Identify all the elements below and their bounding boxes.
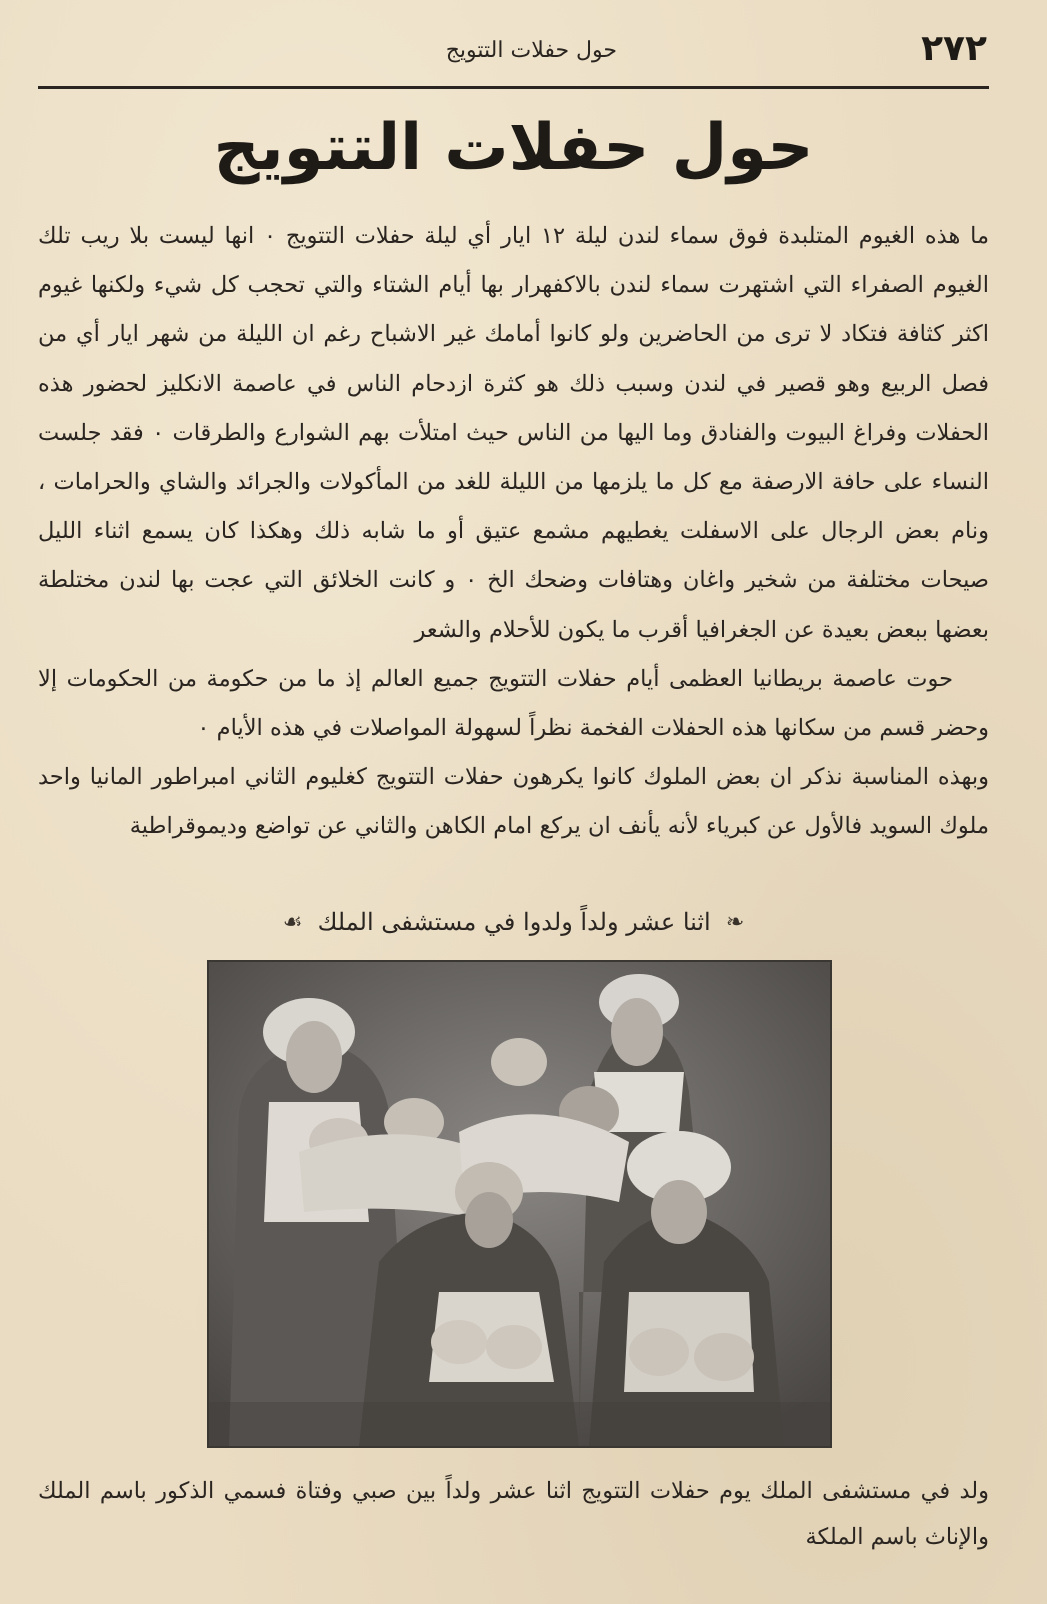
nurses-with-babies-photo [207, 960, 832, 1448]
paragraph: حوت عاصمة بريطانيا العظمى أيام حفلات التتويج جميع العالم إذ ما من حكومة من الحكومات إلا وحضر قسم من سكانها هذه الحفلات الفخمة نظراً لسهولة المواصلات في هذه الأيام ٠ [38, 665, 989, 742]
figure-caption-title-text: اثنا عشر ولداً ولدوا في مستشفى الملك [317, 908, 711, 936]
figure-caption-title [38, 908, 989, 948]
running-title: حول حفلات التتويج [445, 38, 617, 63]
paragraph: ما هذه الغيوم المتلبدة فوق سماء لندن ليلة ١٢ ايار أي ليلة حفلات التتويج ٠ انها ليست بلا ريب تلك الغيوم الصفراء التي اشتهرت سماء لندن بالاكفهرار بها أيام الشتاء والتي تحجب كل شيء ولكنها غيوم اكثر كثافة فتكاد لا ترى من الحاضرين ولو كانوا أمامك غير الاشباح رغم ان الليلة من شهر ايار أي من فصل الربيع وهو قصير في لندن وسبب ذلك هو كثرة ازدحام الناس في عاصمة الانكليز لحضور هذه الحفلات وفراغ البيوت والفنادق وما اليها من الناس حيث امتلأت بهم الشوارع والطرقات ٠ فقد جلست النساء على حافة الارصفة مع كل ما يلزمها من الليلة للغد من المأكولات والجرائد والشاي والحرامات ، ونام بعض الرجال على الاسفلت يغطيهم مشمع عتيق أو ما شابه ذلك وهكذا كان يسمع اثناء الليل صيحات مختلفة من شخير واغان وهتافات وضحك الخ ٠ و كانت الخلائق التي عجت بها لندن مختلطة بعضها ببعض بعيدة عن الجغرافيا أقرب ما يكون للأحلام والشعر [38, 223, 989, 643]
fleuron-ornament-icon: ☙ [282, 909, 303, 935]
photo-illustration [209, 962, 830, 1446]
page-number: ٢٧٢ [921, 28, 987, 69]
running-header [38, 28, 987, 84]
article-title: حول حفلات التتويج [213, 111, 814, 185]
article-body [38, 212, 989, 852]
paragraph: وبهذه المناسبة نذكر ان بعض الملوك كانوا يكرهون حفلات التتويج كغليوم الثاني امبراطور المانيا واحد ملوك السويد فالأول عن كبرياء لأنه يأنف ان يركع امام الكاهن والثاني عن تواضع وديموقراطية [38, 764, 989, 840]
header-rule [38, 86, 989, 89]
figure-caption [38, 1468, 989, 1560]
figure-caption-text: ولد في مستشفى الملك يوم حفلات التتويج اثنا عشر ولداً بين صبي وفتاة فسمي الذكور باسم الملك والإناث باسم الملكة [38, 1478, 989, 1550]
fleuron-ornament-icon: ❧ [725, 909, 745, 935]
